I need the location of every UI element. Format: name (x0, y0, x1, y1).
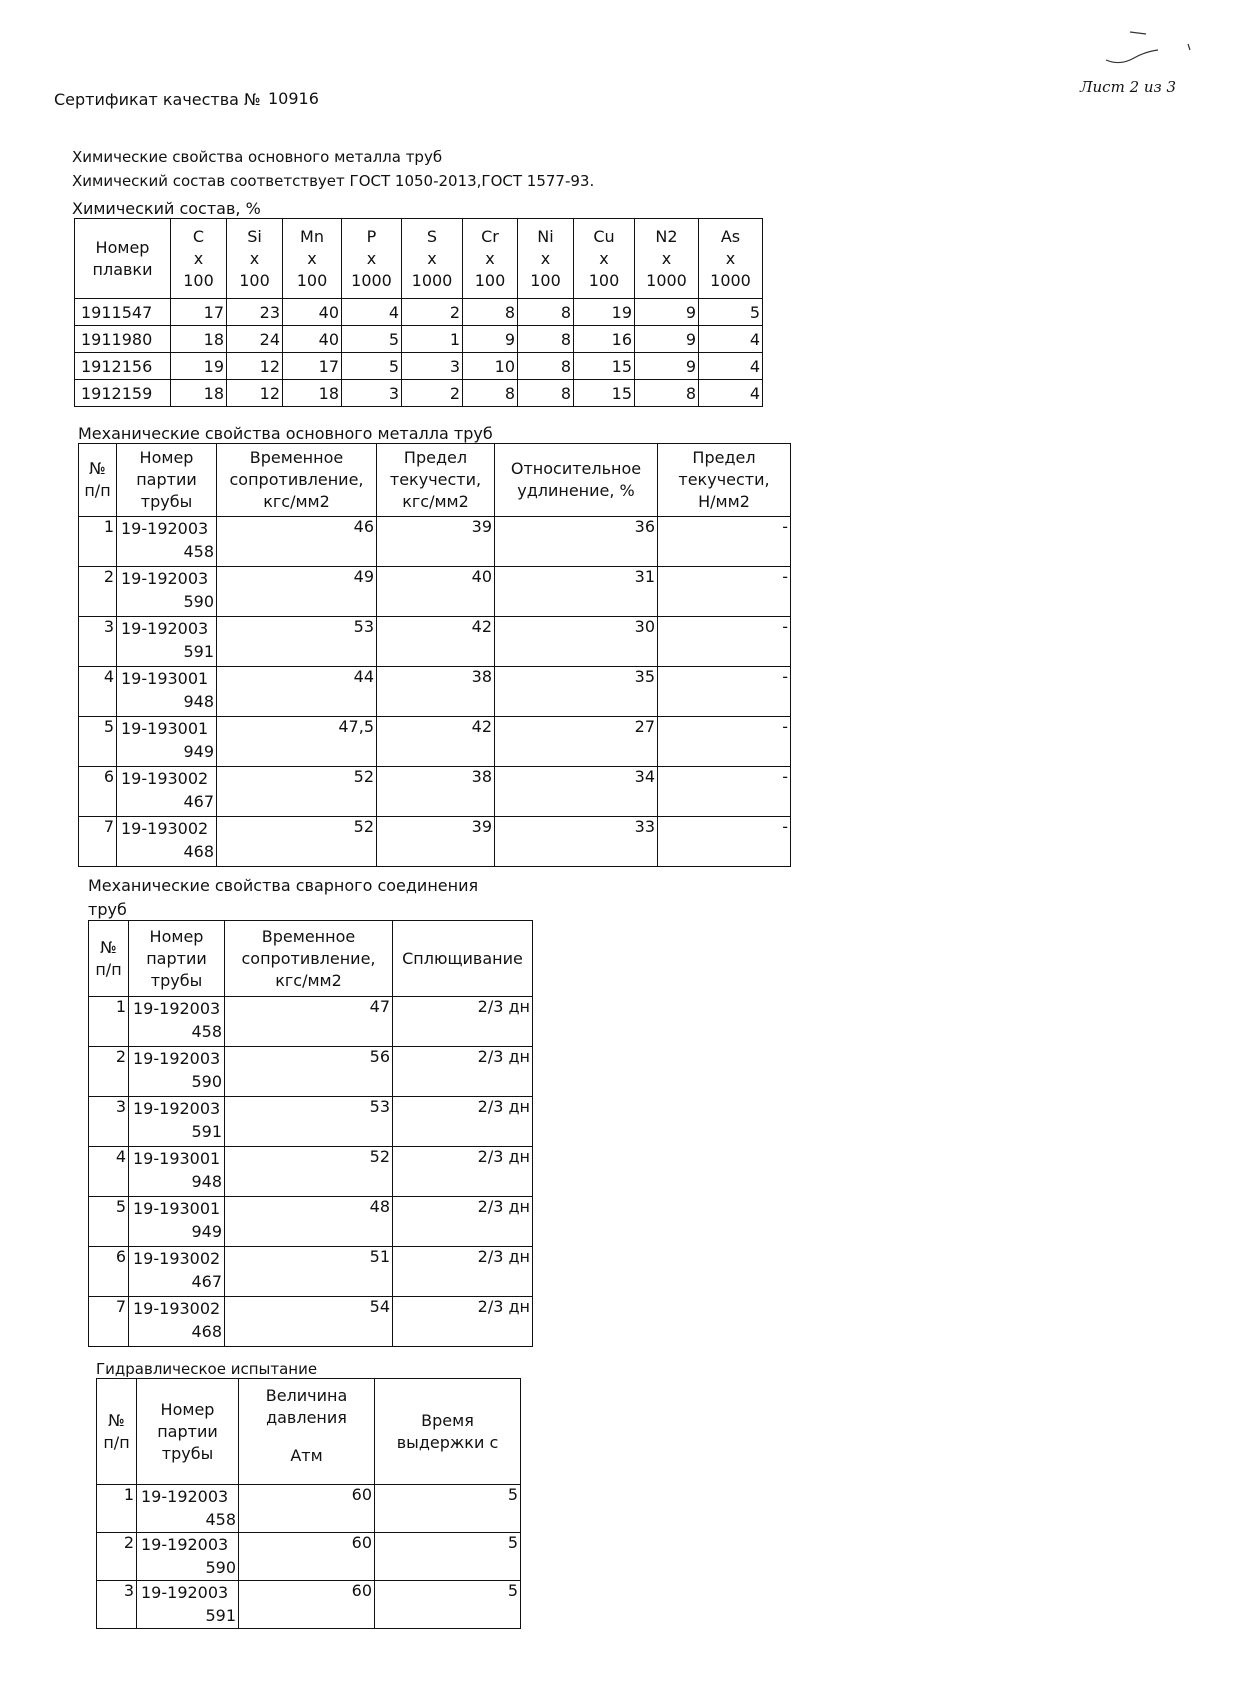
mech-base-table (78, 443, 791, 867)
mech-base-title: Механические свойства основного металла труб (78, 424, 493, 443)
mw-h-tensile: Временное сопротивление, кгс/мм2 (225, 921, 393, 997)
col-n2: N2 x 1000 (635, 219, 699, 299)
mech-weld-title-2: труб (88, 900, 127, 919)
col-s: S x 1000 (402, 219, 463, 299)
mb-h-yield-n: Предел текучести, Н/мм2 (658, 444, 791, 517)
mech-weld-table (88, 920, 533, 1347)
table-row: 2 19-192003 590 56 2/3 дн (89, 1047, 533, 1097)
col-cr: Cr x 100 (463, 219, 518, 299)
table-row: 1912159 18 12 18 3 2 8 8 15 8 4 (75, 380, 763, 407)
table-row: 5 19-193001 949 47,5 42 27 - (79, 717, 791, 767)
certificate-label: Сертификат качества № (54, 90, 261, 109)
certificate-number: 10916 (268, 89, 319, 108)
page-info: Лист 2 из 3 (1080, 78, 1177, 96)
hy-h-pressure: Величина давления Атм (239, 1379, 375, 1485)
heat-header: Номер плавки (75, 219, 171, 299)
table-row: 5 19-193001 949 48 2/3 дн (89, 1197, 533, 1247)
table-row: 7 19-193002 468 54 2/3 дн (89, 1297, 533, 1347)
col-ni: Ni x 100 (518, 219, 574, 299)
signature-scribble (1100, 20, 1200, 70)
hy-h-lot: Номер партии трубы (137, 1379, 239, 1485)
table-row: 4 19-193001 948 52 2/3 дн (89, 1147, 533, 1197)
table-row: 1911547 17 23 40 4 2 8 8 19 9 5 (75, 299, 763, 326)
table-row: 1912156 19 12 17 5 3 10 8 15 9 4 (75, 353, 763, 380)
chemical-note: Химический состав соответствует ГОСТ 1050-2013,ГОСТ 1577-93. (72, 172, 595, 190)
mb-h-elong: Относительное удлинение, % (495, 444, 658, 517)
mech-weld-title-1: Механические свойства сварного соединения (88, 876, 479, 895)
col-mn: Mn x 100 (283, 219, 342, 299)
table-row: 1911980 18 24 40 5 1 9 8 16 9 4 (75, 326, 763, 353)
chemical-subtitle: Химический состав, % (72, 199, 261, 218)
table-row: 6 19-193002 467 51 2/3 дн (89, 1247, 533, 1297)
mb-h-yield: Предел текучести, кгс/мм2 (377, 444, 495, 517)
col-as: As x 1000 (699, 219, 763, 299)
mb-h-tensile: Временное сопротивление, кгс/мм2 (217, 444, 377, 517)
hy-h-n: № п/п (97, 1379, 137, 1485)
mb-h-lot: Номер партии трубы (117, 444, 217, 517)
chemical-table (74, 218, 763, 407)
mw-h-n: № п/п (89, 921, 129, 997)
table-row: 6 19-193002 467 52 38 34 - (79, 767, 791, 817)
table-row: 1 19-192003 458 60 5 (97, 1485, 521, 1533)
col-c: C x 100 (171, 219, 227, 299)
hy-h-time: Время выдержки с (375, 1379, 521, 1485)
table-row: 3 19-192003 591 53 42 30 - (79, 617, 791, 667)
mb-h-n: № п/п (79, 444, 117, 517)
hydro-table (96, 1378, 521, 1629)
table-row: 1 19-192003 458 47 2/3 дн (89, 997, 533, 1047)
table-row: 4 19-193001 948 44 38 35 - (79, 667, 791, 717)
table-row: 1 19-192003 458 46 39 36 - (79, 517, 791, 567)
table-row: 3 19-192003 591 60 5 (97, 1581, 521, 1629)
table-row: 2 19-192003 590 49 40 31 - (79, 567, 791, 617)
col-p: P x 1000 (342, 219, 402, 299)
col-cu: Cu x 100 (574, 219, 635, 299)
col-si: Si x 100 (227, 219, 283, 299)
hydro-title: Гидравлическое испытание (96, 1360, 318, 1378)
table-row: 3 19-192003 591 53 2/3 дн (89, 1097, 533, 1147)
chemical-title: Химические свойства основного металла труб (72, 148, 443, 166)
table-row: 7 19-193002 468 52 39 33 - (79, 817, 791, 867)
table-row: 2 19-192003 590 60 5 (97, 1533, 521, 1581)
mw-h-flat: Сплющивание (393, 921, 533, 997)
mw-h-lot: Номер партии трубы (129, 921, 225, 997)
